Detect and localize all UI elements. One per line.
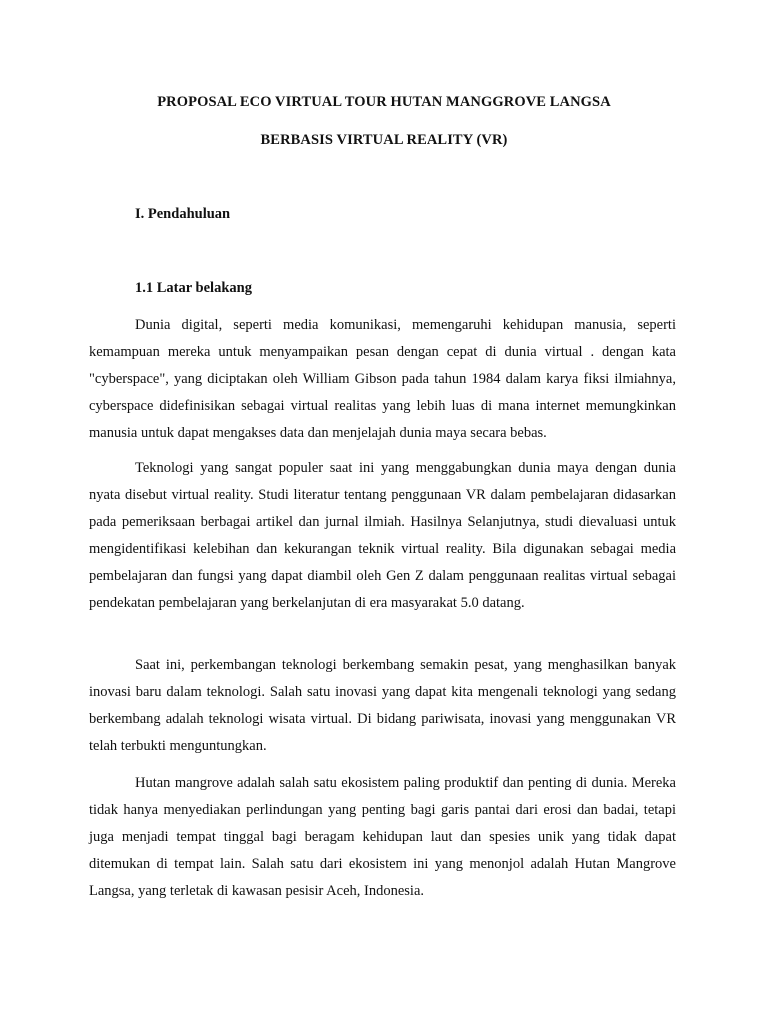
document-title-line-1: PROPOSAL ECO VIRTUAL TOUR HUTAN MANGGROVE LANGSA <box>157 94 611 110</box>
paragraph-3: Saat ini, perkembangan teknologi berkembang semakin pesat, yang menghasilkan banyak inovasi baru dalam teknologi. Salah satu inovasi yang dapat kita mengenali teknologi yang sedang berkembang adalah teknologi wisata virtual. Di bidang pariwisata, inovasi yang menggunakan VR telah terbukti menguntungkan. <box>89 657 676 754</box>
paragraph-4: Hutan mangrove adalah salah satu ekosistem paling produktif dan penting di dunia. Mereka tidak hanya menyediakan perlindungan yang penting bagi garis pantai dari erosi dan badai, tetapi juga menjadi tempat tinggal bagi beragam kehidupan laut dan spesies unik yang tidak dapat ditemukan di tempat lain. Salah satu dari ekosistem ini yang menonjol adalah Hutan Mangrove Langsa, yang terletak di kawasan pesisir Aceh, Indonesia. <box>89 775 676 899</box>
subsection-heading: 1.1 Latar belakang <box>135 280 252 296</box>
paragraph-1: Dunia digital, seperti media komunikasi, memengaruhi kehidupan manusia, seperti kemampuan mereka untuk menyampaikan pesan dengan cepat di dunia virtual . dengan kata "cyberspace", yang diciptakan oleh William Gibson pada tahun 1984 dalam karya fiksi ilmiahnya, cyberspace didefinisikan sebagai virtual realitas yang lebih luas di mana internet memungkinkan manusia untuk dapat mengakses data dan menjelajah dunia maya secara bebas. <box>89 317 676 441</box>
section-heading: I. Pendahuluan <box>135 206 231 222</box>
document-title-line-2: BERBASIS VIRTUAL REALITY (VR) <box>260 132 508 148</box>
paragraph-2: Teknologi yang sangat populer saat ini yang menggabungkan dunia maya dengan dunia nyata disebut virtual reality. Studi literatur tentang penggunaan VR dalam pembelajaran didasarkan pada pemeriksaan berbagai artikel dan jurnal ilmiah. Hasilnya Selanjutnya, studi dievaluasi untuk mengidentifikasi kelebihan dan kekurangan teknik virtual reality. Bila digunakan sebagai media pembelajaran dan fungsi yang dapat diambil oleh Gen Z dalam penggunaan realitas virtual sebagai pendekatan pembelajaran yang berkelanjutan di era masyarakat 5.0 datang. <box>89 460 676 611</box>
